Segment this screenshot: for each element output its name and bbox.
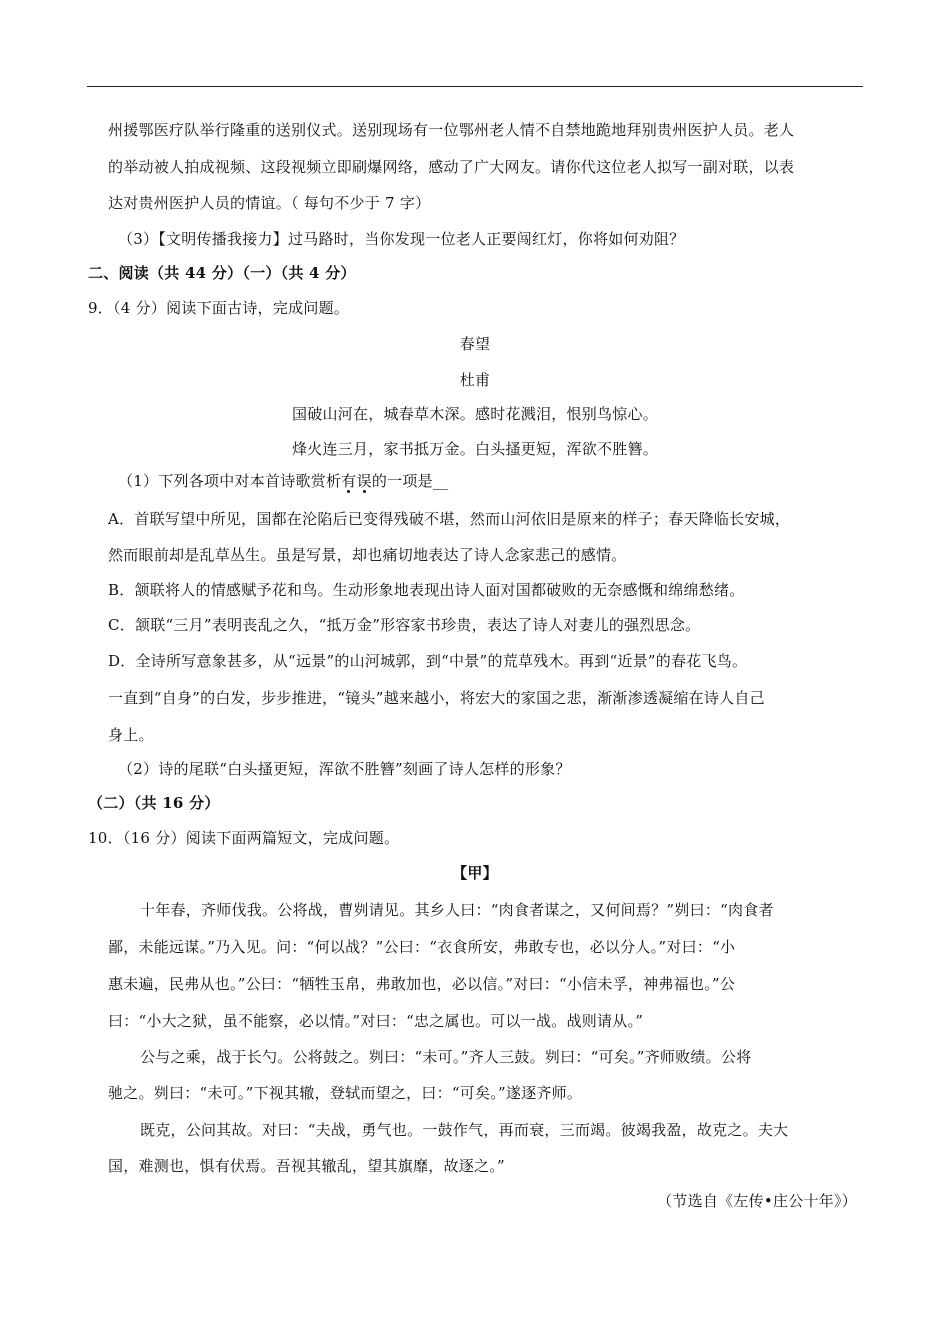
- option-a: A．首联写望中所见，国都在沦陷后已变得残破不堪，然而山河依旧是原来的样子；春天降临长安城，: [108, 510, 791, 528]
- poem-author: 杜甫: [459, 371, 491, 389]
- question-text: （1）下列各项中对本首诗歌赏析: [118, 472, 342, 490]
- question-9-2: （2）诗的尾联“白头搔更短，浑欲不胜簪”刻画了诗人怎样的形象？: [118, 760, 571, 778]
- passage-line: 鄙，未能远谋。”乃入见。问：“何以战？”公曰：“衣食所安，弗敢专也，必以分人。”对曰：“小: [108, 938, 736, 956]
- option-d-cont: 一直到“自身”的白发，步步推进，“镜头”越来越小，将宏大的家国之悲，渐渐渗透凝缩在诗人自己: [108, 689, 765, 707]
- poem-line: 国破山河在，城春草木深。感时花溅泪，恨别鸟惊心。: [291, 405, 658, 423]
- option-c: C．颔联“三月”表明丧乱之久，“抵万金”形容家书珍贵，表达了诗人对妻儿的强烈思念。: [108, 616, 701, 634]
- section-heading: 二、阅读（共 44 分）（一）（共 4 分）: [88, 264, 356, 282]
- option-b: B．颔联将人的情感赋予花和鸟。生动形象地表现出诗人面对国都破败的无奈感慨和绵绵愁绪。: [108, 581, 745, 599]
- header-rule: [87, 86, 863, 87]
- passage-label: 【甲】: [452, 864, 498, 882]
- poem-title: 春望: [459, 335, 491, 353]
- passage-line: 国，难测也，惧有伏焉。吾视其辙乱，望其旗靡，故逐之。”: [108, 1157, 505, 1175]
- passage-line: 既克，公问其故。对曰：“夫战，勇气也。一鼓作气，再而衰，三而竭。彼竭我盈，故克之。夫大: [140, 1121, 789, 1139]
- passage-line: 驰之。刿曰：“未可。”下视其辙，登轼而望之，曰：“可矣。”遂逐齐师。: [108, 1084, 583, 1102]
- question-8-3: （3）【文明传播我接力】过马路时，当你发现一位老人正要闯红灯，你将如何劝阻？: [118, 230, 685, 248]
- question-9-stem: 9．（4 分）阅读下面古诗，完成问题。: [88, 299, 350, 317]
- passage-line: 惠未遍，民弗从也。”公曰：“牺牲玉帛，弗敢加也，必以信。”对曰：“小信未孚，神弗福也。”公: [108, 975, 736, 993]
- text-line: 的举动被人拍成视频、这段视频立即刷爆网络，感动了广大网友。请你代这位老人拟写一副对联，以表: [108, 158, 795, 176]
- emphasis-mark: 误: [356, 472, 372, 490]
- passage-line: 公与之乘，战于长勺。公将鼓之。刿曰：“未可。”齐人三鼓。刿曰：“可矣。”齐师败绩。公将: [140, 1048, 752, 1066]
- text-line: 达对贵州医护人员的情谊。（ 每句不少于 7 字）: [108, 194, 431, 212]
- passage-source: （节选自《左传•庄公十年》）: [657, 1192, 857, 1210]
- option-d: D．全诗所写意象甚多，从“远景”的山河城郭，到“中景”的荒草残木。再到“近景”的春花飞鸟。: [108, 652, 748, 670]
- question-10-stem: 10．（16 分）阅读下面两篇短文，完成问题。: [88, 829, 400, 847]
- question-9-1: [118, 470, 878, 492]
- emphasis-mark: 有: [341, 472, 357, 490]
- question-text: 的一项是__: [371, 472, 449, 490]
- passage-line: 十年春，齐师伐我。公将战，曹刿请见。其乡人曰：“肉食者谋之，又何间焉？”刿曰：“肉食者: [140, 901, 774, 919]
- poem-line: 烽火连三月，家书抵万金。白头搔更短，浑欲不胜簪。: [291, 440, 658, 458]
- option-a-cont: 然而眼前却是乱草丛生。虽是写景，却也痛切地表达了诗人念家悲己的感情。: [108, 546, 627, 564]
- passage-line: 曰：“小大之狱，虽不能察，必以情。”对曰：“忠之属也。可以一战。战则请从。”: [108, 1012, 644, 1030]
- text-line: 州援鄂医疗队举行隆重的送别仪式。送别现场有一位鄂州老人情不自禁地跪地拜别贵州医护人员。老人: [108, 121, 795, 139]
- option-d-cont: 身上。: [108, 726, 154, 744]
- section-heading: （二）（共 16 分）: [88, 794, 220, 812]
